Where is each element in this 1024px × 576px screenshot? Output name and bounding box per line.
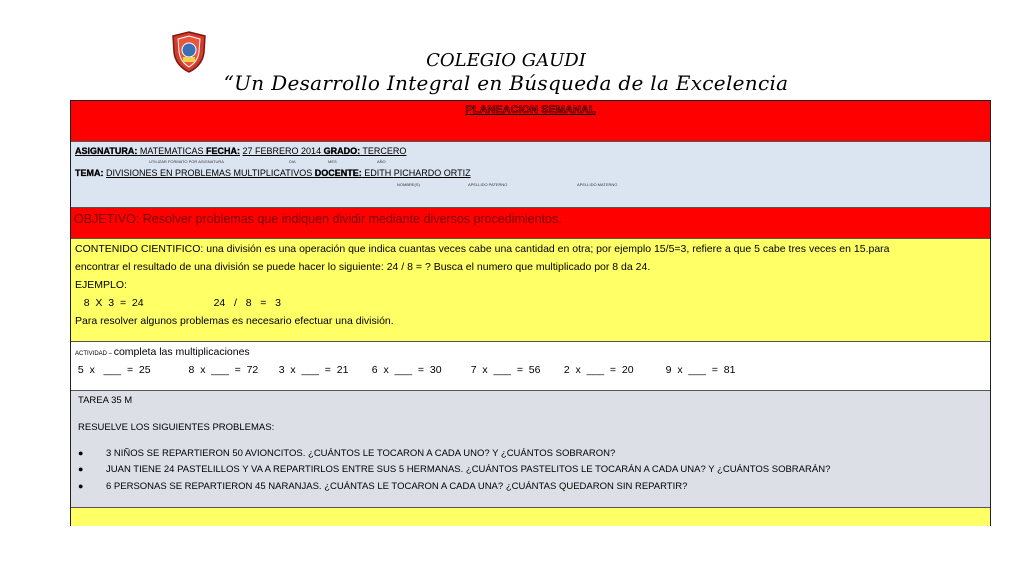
subject-line	[75, 146, 406, 156]
ano-note: AÑO	[377, 159, 386, 164]
bullet-icon: ●	[78, 448, 84, 458]
school-motto: “Un Desarrollo Integral en Búsqueda de la Excelencia	[223, 71, 789, 95]
footer-blank-row	[71, 508, 990, 526]
activity-title: completa las multiplicaciones	[113, 346, 250, 358]
fecha-label: FECHA:	[206, 146, 240, 156]
docente-paterno: PICHARDO	[393, 168, 444, 178]
bullet-icon: ●	[78, 464, 84, 474]
paterno-note: APELLIDO PATERNO	[468, 182, 508, 187]
activity-label: ACTIVIDAD –	[75, 351, 114, 357]
homework-row	[71, 391, 990, 508]
activity-heading	[75, 346, 250, 358]
format-note: UTILIZAR FORMATO POR ASIGNATURA	[149, 159, 224, 164]
docente-nombre: EDITH	[361, 168, 394, 178]
content-line-5: Para resolver algunos problemas es necesario efectuar una división.	[75, 315, 394, 327]
problem-item: 6 PERSONAS SE REPARTIERON 45 NARANJAS. ¿CUÁNTAS LE TOCARON A CADA UNA? ¿CUÁNTAS QUEDARON SIN REPARTIR?	[106, 481, 688, 492]
tema-value: DIVISIONES EN PROBLEMAS MULTIPLICATIVOS	[106, 168, 315, 178]
materno-note: APELLIDO MATERNO	[577, 182, 618, 187]
content-line-3: EJEMPLO:	[75, 279, 127, 291]
asignatura-label: ASIGNATURA:	[75, 146, 138, 156]
asignatura-value: MATEMATICAS	[137, 146, 206, 156]
activity-exercises: 5 x ___ = 25 8 x ___ = 72 3 x ___ = 21 6 x ___ = 30 7 x ___ = 56 2 x ___ = 20 9 x ___ = 81	[75, 364, 736, 376]
objective-row	[71, 208, 990, 239]
content-line-1: CONTENIDO CIENTIFICO: una división es una operación que indica cuantas veces cabe una cantidad en otra; por ejemplo 15/5=3, refiere a que 5 cabe tres veces en 15.para	[75, 243, 890, 255]
dia-note: DIA	[289, 159, 296, 164]
homework-title: TAREA 35 M	[78, 395, 133, 406]
fecha-month: FEBRERO	[255, 146, 302, 156]
teacher-line	[75, 168, 471, 178]
content-line-2: encontrar el resultado de una división se puede hacer lo siguiente: 24 / 8 = ? Busca el numero que multiplicado por 8 da 24.	[75, 261, 651, 273]
content-line-4: 8 X 3 = 24 24 / 8 = 3	[75, 297, 282, 309]
docente-label: DOCENTE:	[314, 168, 362, 178]
objective-text: OBJETIVO: Resolver problemas que indiquen dividir mediante diversos procedimientos.	[74, 212, 562, 226]
docente-materno: ORTIZ	[443, 168, 471, 178]
school-name: COLEGIO GAUDI	[426, 50, 586, 71]
mes-note: MES	[328, 159, 337, 164]
tema-label: TEMA:	[75, 168, 104, 178]
problem-item: JUAN TIENE 24 PASTELILLOS Y VA A REPARTIRLOS ENTRE SUS 5 HERMANAS. ¿CUÁNTOS PASTELITOS LE TOCARÁN A CADA UNA? Y ¿CUÁNTOS SOBRARÁN?	[106, 464, 831, 475]
fecha-day: 27	[242, 146, 256, 156]
problem-item: 3 NIÑOS SE REPARTIERON 50 AVIONCITOS. ¿CUÁNTOS LE TOCARON A CADA UNO? Y ¿CUÁNTOS SOBRARON?	[106, 448, 616, 459]
bullet-icon: ●	[78, 481, 84, 491]
homework-instruction: RESUELVE LOS SIGUIENTES PROBLEMAS:	[78, 422, 275, 433]
grado-value: TERCERO	[360, 146, 407, 156]
content-row	[71, 239, 990, 342]
plan-title: PLANEACION SEMANAL	[465, 104, 596, 116]
fecha-year: 2014	[301, 146, 324, 156]
grado-label: GRADO:	[323, 146, 361, 156]
subject-info-row	[71, 142, 990, 208]
activity-row	[71, 342, 990, 391]
plan-title-row	[71, 101, 990, 142]
nombre-note: NOMBRE(S)	[397, 182, 420, 187]
lesson-plan-table	[70, 100, 991, 526]
